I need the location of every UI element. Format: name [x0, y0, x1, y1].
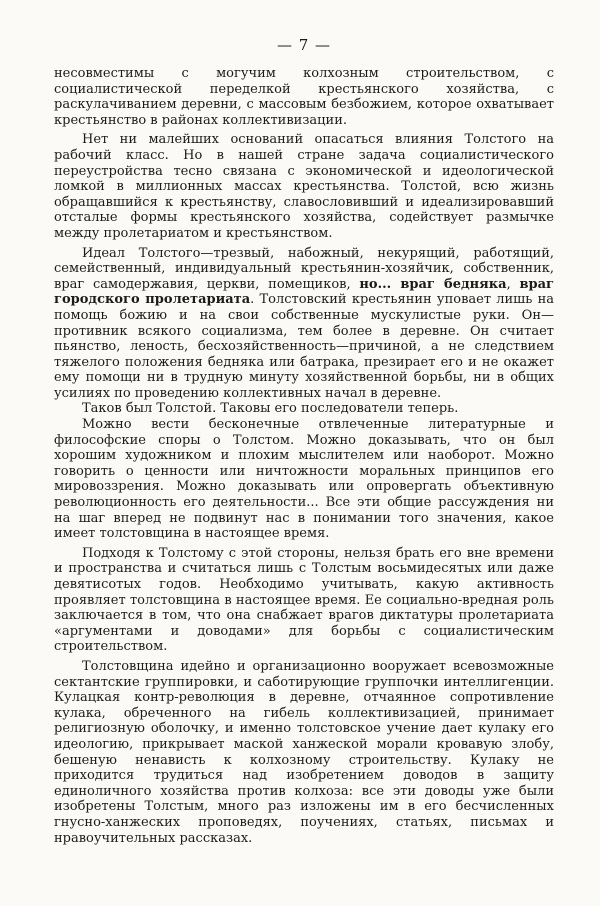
paragraph-5: Можно вести бесконечные отвлеченные литературные и философские споры о Толстом. Можно доказывать, что он был хорошим художником и плохим мыслителем или наоборот. Можно говорить о ценности или ничтожности моральных принципов его мировоззрения. Можно доказывать или опровергать объективную революционность его деятельности... Все эти общие рассуждения ни на шаг вперед не подвинут нас в понимании того значения, какое имеет толстовщина в настоящее время.	[54, 417, 554, 542]
paragraph-4: Таков был Толстой. Таковы его последователи теперь.	[82, 401, 459, 417]
paragraph-3-text-middle: ,	[506, 276, 520, 292]
paragraph-7: Толстовщина идейно и организационно вооружает всевозможные сектантские группировки, и саботирующие группочки интеллигенции. Кулацкая контр-революция в деревне, отчаянное сопротивление кулака, обреченного на гибель коллективизацией, принимает религиозную оболочку, и именно толстовское учение дает кулаку его идеологию, прикрывает маской ханжеской морали кровавую злобу, бешеную ненависть к колхозному строительству. Кулаку не приходится трудиться над изобретением доводов в защиту единоличного хозяйства против колхоза: все эти доводы уже были изобретены Толстым, много раз изложены им в его бесчисленных гнусно-ханжеских проповедях, поучениях, статьях, письмах и нравоучительных рассказах.	[54, 658, 554, 846]
paragraph-6: Подходя к Толстому с этой стороны, нельзя брать его вне времени и пространства и считаться лишь с Толстым восьмидесятых или даже девятисотых годов. Необходимо учитывать, какую активность проявляет толстовщина в настоящее время. Ее социально-вредная роль заключается в том, что она снабжает врагов диктатуры пролетариата «аргументами и доводами» для борьбы с социалистическим строительством.	[54, 545, 554, 655]
paragraph-2: Нет ни малейших оснований опасаться влияния Толстого на рабочий класс. Но в нашей стране задача социалистического переустройства тесно связана с экономической и идеологической ломкой в миллионных массах крестьянства. Толстой, всю жизнь обращавшийся к крестьянству, славословивший и идеализировавший отсталые формы крестьянского хозяйства, содействует размычке между пролетариатом и крестьянством.	[54, 132, 554, 241]
document-page	[54, 36, 554, 846]
paragraph-3-bold-enemy-of-proletariat: враг городского пролетариата	[54, 276, 555, 308]
paragraph-3	[54, 246, 554, 402]
paragraph-3-bold-enemy-of-poor: но... враг бедняка	[359, 276, 507, 292]
paragraph-1: несовместимы с могучим колхозным строительством, с социалистической переделкой крестьянского хозяйства, с раскулачиванием деревни, с массовым безбожием, которое охватывает крестьянство в районах коллективизации.	[54, 66, 554, 128]
paragraph-3-text-before: Идеал Толстого—трезвый, набожный, некурящий, работящий, семейственный, индивидуальный крестьянин-хозяйчик, собственник, враг самодержавия, церкви, помещиков,	[54, 245, 554, 292]
page-number: — 7 —	[276, 36, 332, 54]
paragraph-3-text-after: . Толстовский крестьянин уповает лишь на помощь божию и на свои собственные мускулистые руки. Он—противник всякого социализма, тем более в деревне. Он считает пьянство, леность, бесхозяйственность—причиной, а не следствием тяжелого положения бедняка или батрака, презирает его и не окажет ему помощи ни в трудную минуту хозяйственной борьбы, ни в общих усилиях по проведению коллективных начал в деревне.	[54, 292, 554, 401]
